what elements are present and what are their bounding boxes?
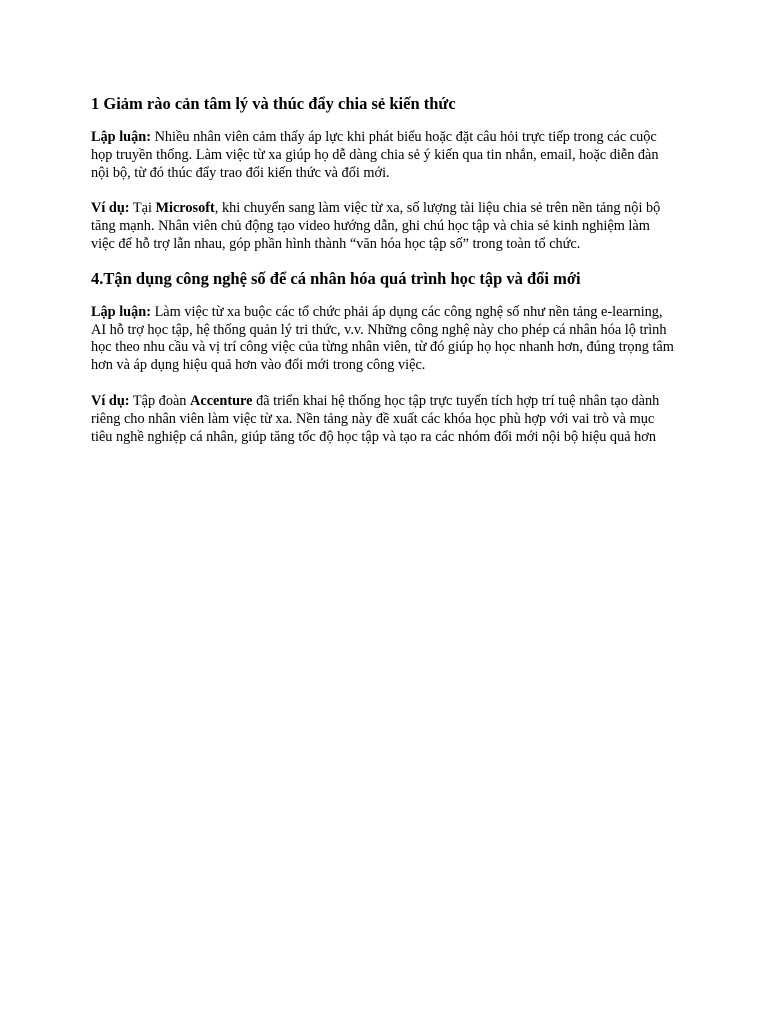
- example-label: Ví dụ:: [91, 200, 130, 217]
- example-text: , khi chuyển sang làm việc từ xa, số lượng tài liệu chia sẻ trên nền tảng nội bộ tăng mạnh. Nhân viên chủ động tạo video hướng dẫn, ghi chú học tập và chia sẻ kinh nghiệm làm việc để hỗ trợ lẫn nhau, góp phần hình thành “văn hóa học tập số” trong toàn tổ chức.: [91, 200, 661, 252]
- example-text: đã triển khai hệ thống học tập trực tuyến tích hợp trí tuệ nhân tạo dành riêng cho nhân viên làm việc từ xa. Nền tảng này đề xuất các khóa học phù hợp với vai trò và mục tiêu nghề nghiệp cá nhân, giúp tăng tốc độ học tập và tạo ra các nhóm đổi mới nội bộ hiệu quả hơn: [91, 392, 660, 445]
- argument-label: Lập luận:: [91, 303, 151, 320]
- company-name: Accenture: [190, 392, 253, 409]
- argument-paragraph-2: [91, 304, 676, 375]
- argument-text: Làm việc từ xa buộc các tổ chức phải áp dụng các công nghệ số như nền tảng e-learning, AI hỗ trợ học tập, hệ thống quản lý tri thức, v.v. Những công nghệ này cho phép cá nhân hóa lộ trình học theo nhu cầu và vị trí công việc của từng nhân viên, từ đó giúp họ học nhanh hơn, đúng trọng tâm hơn và áp dụng hiệu quả hơn vào đổi mới trong công việc.: [91, 303, 674, 374]
- argument-paragraph-1: [91, 129, 676, 182]
- example-pre: Tập đoàn: [129, 392, 191, 409]
- example-paragraph-2: [91, 393, 676, 446]
- example-label: Ví dụ:: [91, 392, 130, 409]
- company-name: Microsoft: [155, 200, 215, 217]
- section-heading-2: 4.Tận dụng công nghệ số để cá nhân hóa quá trình học tập và đổi mới: [91, 268, 581, 288]
- example-paragraph-1: [91, 200, 676, 253]
- argument-text: Nhiều nhân viên cảm thấy áp lực khi phát biểu hoặc đặt câu hỏi trực tiếp trong các cuộc họp truyền thống. Làm việc từ xa giúp họ dễ dàng chia sẻ ý kiến qua tin nhắn, email, hoặc diễn đàn nội bộ, từ đó thúc đẩy trao đổi kiến thức và đổi mới.: [91, 129, 659, 181]
- section-heading-1: 1 Giảm rào cản tâm lý và thúc đẩy chia sẻ kiến thức: [91, 94, 456, 113]
- argument-label: Lập luận:: [91, 129, 151, 145]
- example-pre: Tại: [129, 200, 156, 217]
